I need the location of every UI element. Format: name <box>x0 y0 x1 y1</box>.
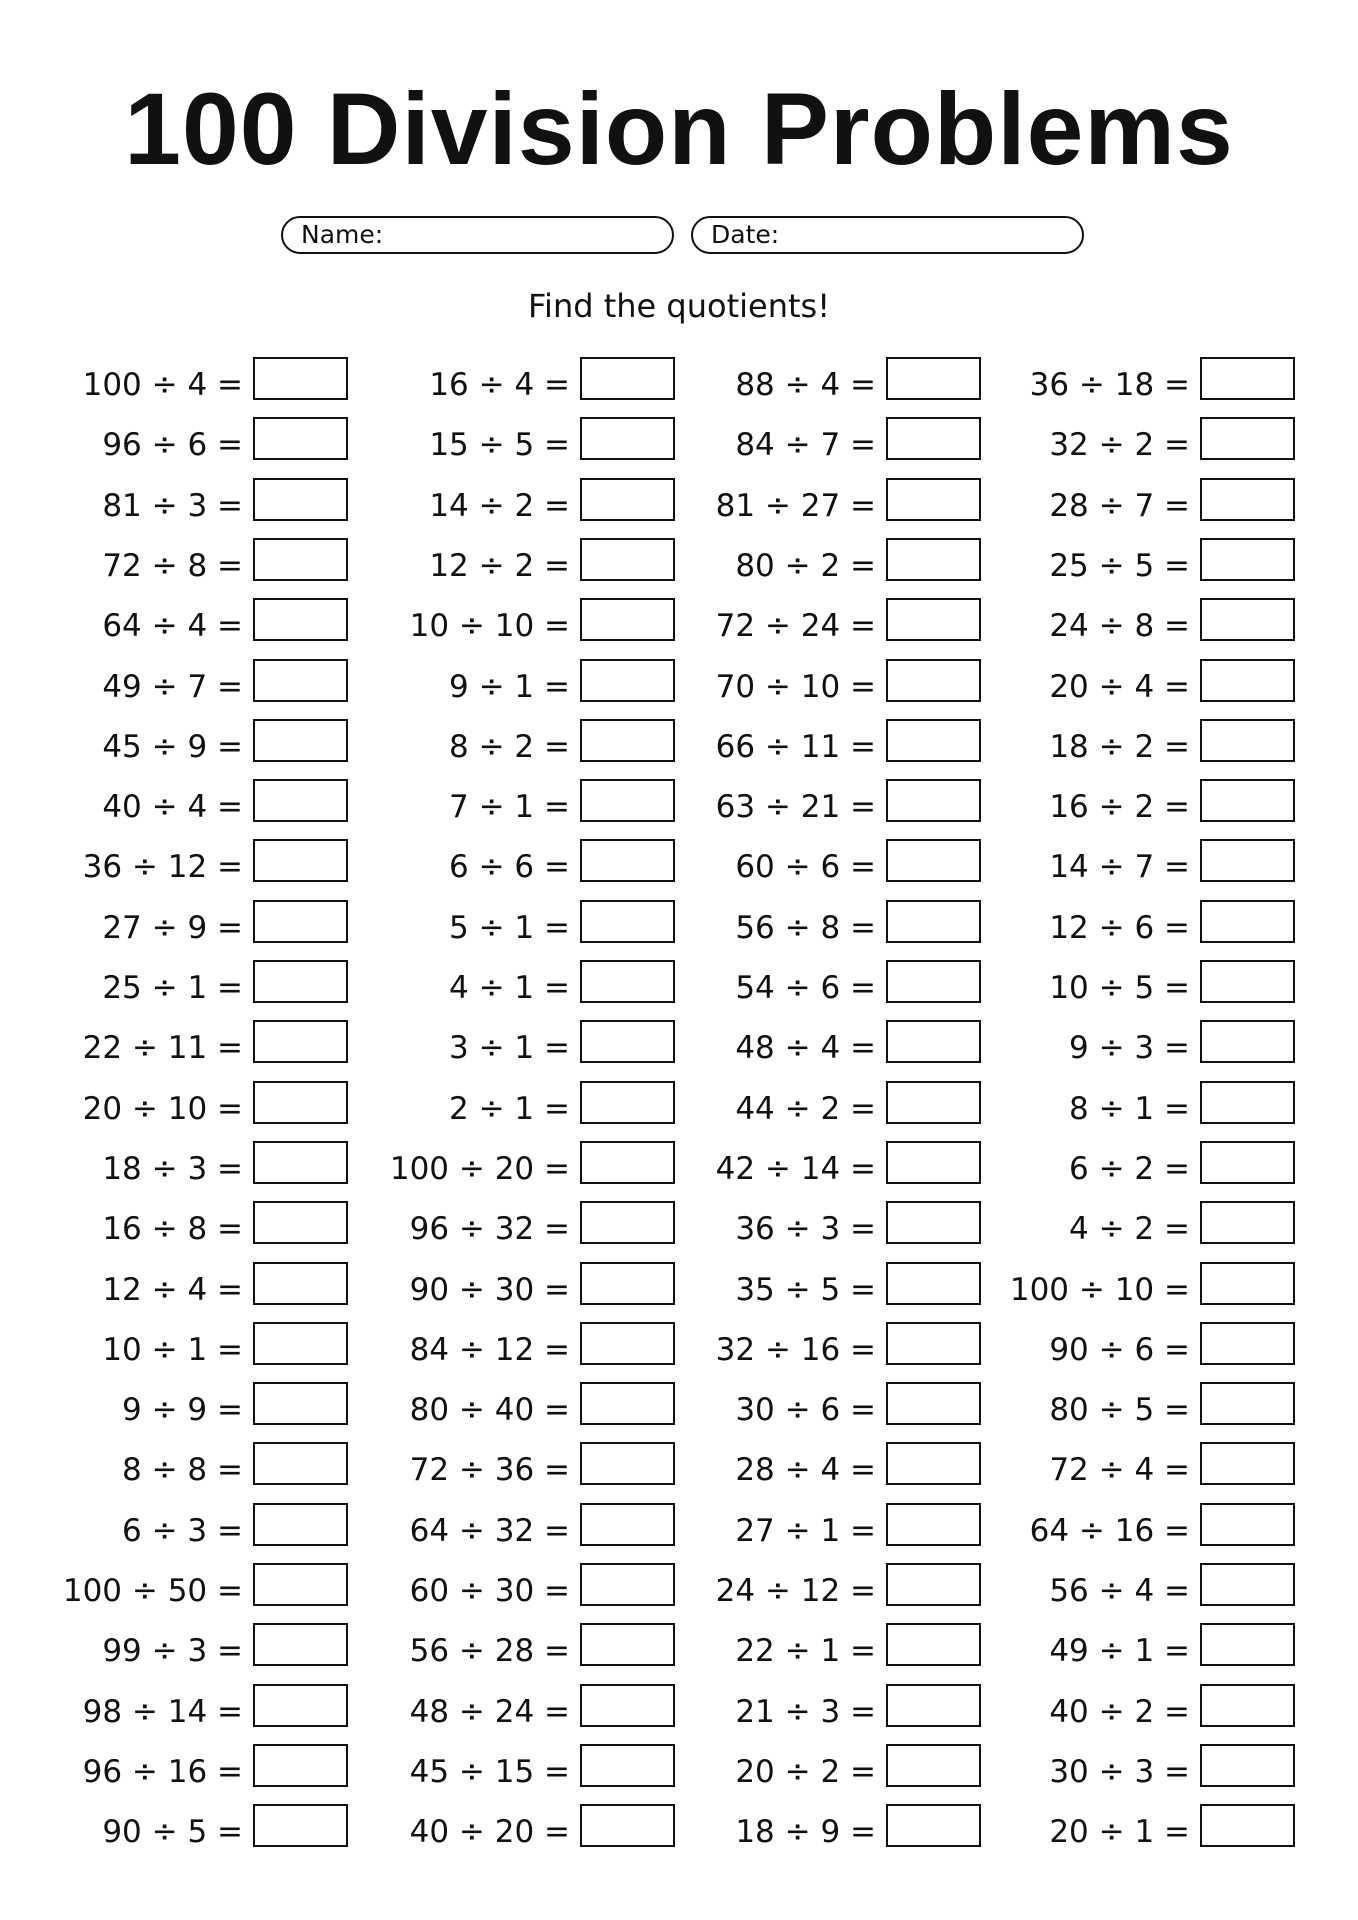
problem-expression: 5 ÷ 1 = <box>449 909 570 946</box>
problem-expression: 40 ÷ 2 = <box>1049 1693 1190 1730</box>
problem-expression: 20 ÷ 10 = <box>82 1090 243 1127</box>
problem-row <box>330 1503 675 1549</box>
problem-expression: 64 ÷ 32 = <box>409 1512 570 1549</box>
problem-row <box>636 659 981 705</box>
answer-box[interactable] <box>1200 1201 1295 1244</box>
problem-row <box>636 538 981 584</box>
problem-expression: 100 ÷ 50 = <box>62 1573 243 1609</box>
name-label: Name: <box>301 220 384 249</box>
problem-expression: 7 ÷ 1 = <box>449 789 570 826</box>
problem-expression: 72 ÷ 8 = <box>102 547 243 584</box>
problem-expression: 80 ÷ 40 = <box>409 1392 570 1429</box>
answer-box[interactable] <box>1200 1744 1295 1787</box>
problem-row <box>950 1684 1295 1730</box>
date-label: Date: <box>711 220 780 249</box>
problem-expression: 49 ÷ 1 = <box>1049 1633 1190 1670</box>
problem-row <box>330 719 675 765</box>
answer-box[interactable] <box>1200 839 1295 882</box>
problem-row <box>3 1081 348 1127</box>
problem-expression: 80 ÷ 5 = <box>1049 1392 1190 1429</box>
problem-expression: 6 ÷ 3 = <box>122 1512 243 1549</box>
page-title: 100 Division Problems <box>124 72 1234 186</box>
problem-row <box>330 839 675 885</box>
problem-row <box>330 1744 675 1790</box>
problem-expression: 30 ÷ 6 = <box>735 1392 876 1429</box>
problem-expression: 12 ÷ 2 = <box>429 547 570 584</box>
problem-row <box>330 357 675 403</box>
answer-box[interactable] <box>1200 960 1295 1003</box>
answer-box[interactable] <box>1200 900 1295 943</box>
problem-expression: 16 ÷ 4 = <box>429 367 570 403</box>
problem-row <box>636 1020 981 1066</box>
problem-row <box>950 538 1295 584</box>
problem-row <box>636 1623 981 1669</box>
problem-expression: 25 ÷ 1 = <box>102 970 243 1006</box>
problem-expression: 18 ÷ 3 = <box>102 1150 243 1187</box>
problem-row <box>3 1322 348 1368</box>
answer-box[interactable] <box>1200 659 1295 702</box>
problem-expression: 56 ÷ 8 = <box>735 909 876 946</box>
problem-row <box>950 478 1295 524</box>
problem-expression: 48 ÷ 4 = <box>735 1030 876 1067</box>
problem-expression: 32 ÷ 16 = <box>715 1331 876 1368</box>
answer-box[interactable] <box>1200 1262 1295 1305</box>
problem-row <box>330 1684 675 1730</box>
problem-row <box>3 478 348 524</box>
problem-row <box>3 417 348 463</box>
problem-row <box>636 719 981 765</box>
problem-expression: 48 ÷ 24 = <box>409 1693 570 1730</box>
problem-row <box>636 357 981 403</box>
answer-box[interactable] <box>1200 1141 1295 1184</box>
problem-row <box>330 960 675 1006</box>
problem-expression: 56 ÷ 28 = <box>409 1633 570 1670</box>
problem-expression: 9 ÷ 9 = <box>122 1392 243 1429</box>
answer-box[interactable] <box>1200 1382 1295 1425</box>
problem-row <box>636 1262 981 1308</box>
problem-expression: 64 ÷ 4 = <box>102 608 243 645</box>
problem-row <box>636 1442 981 1488</box>
problem-expression: 24 ÷ 12 = <box>715 1573 876 1609</box>
problem-expression: 60 ÷ 6 = <box>735 849 876 886</box>
problem-row <box>330 659 675 705</box>
problem-row <box>950 1201 1295 1247</box>
problem-expression: 45 ÷ 9 = <box>102 728 243 765</box>
problem-row <box>330 1623 675 1669</box>
problem-expression: 72 ÷ 4 = <box>1049 1452 1190 1489</box>
problem-row <box>636 478 981 524</box>
problem-row <box>3 1141 348 1187</box>
problem-expression: 28 ÷ 7 = <box>1049 487 1190 524</box>
problem-expression: 60 ÷ 30 = <box>409 1573 570 1609</box>
problem-expression: 81 ÷ 27 = <box>715 487 876 524</box>
problem-row <box>636 1503 981 1549</box>
problem-row <box>330 1081 675 1127</box>
problem-expression: 8 ÷ 1 = <box>1069 1090 1190 1127</box>
problem-row <box>330 1020 675 1066</box>
problem-expression: 8 ÷ 2 = <box>449 728 570 765</box>
problem-expression: 64 ÷ 16 = <box>1029 1512 1190 1549</box>
problem-expression: 81 ÷ 3 = <box>102 487 243 524</box>
problem-expression: 36 ÷ 3 = <box>735 1211 876 1248</box>
problem-row <box>330 900 675 946</box>
problem-row <box>950 1623 1295 1669</box>
problem-expression: 9 ÷ 1 = <box>449 668 570 705</box>
problem-expression: 20 ÷ 1 = <box>1049 1814 1190 1851</box>
problem-row <box>950 839 1295 885</box>
problem-expression: 72 ÷ 36 = <box>409 1452 570 1489</box>
problem-expression: 12 ÷ 4 = <box>102 1271 243 1308</box>
problem-row <box>636 1141 981 1187</box>
answer-box[interactable] <box>1200 1442 1295 1485</box>
problem-row <box>636 900 981 946</box>
problem-expression: 100 ÷ 10 = <box>1009 1271 1190 1308</box>
problem-row <box>3 1201 348 1247</box>
problem-expression: 70 ÷ 10 = <box>715 668 876 705</box>
problem-row <box>3 659 348 705</box>
problem-row <box>3 598 348 644</box>
problem-row <box>3 538 348 584</box>
problem-row <box>330 1382 675 1428</box>
problem-expression: 18 ÷ 2 = <box>1049 728 1190 765</box>
problem-expression: 22 ÷ 11 = <box>82 1030 243 1067</box>
problem-expression: 4 ÷ 1 = <box>449 970 570 1006</box>
problem-expression: 72 ÷ 24 = <box>715 608 876 645</box>
problem-row <box>950 1744 1295 1790</box>
problem-row <box>330 1201 675 1247</box>
problem-row <box>330 1141 675 1187</box>
problem-row <box>636 1744 981 1790</box>
problem-expression: 96 ÷ 32 = <box>409 1211 570 1248</box>
problem-row <box>636 1322 981 1368</box>
problem-expression: 18 ÷ 9 = <box>735 1814 876 1851</box>
problem-row <box>3 1563 348 1609</box>
problem-row <box>330 1804 675 1850</box>
problem-expression: 14 ÷ 2 = <box>429 487 570 524</box>
answer-box[interactable] <box>1200 417 1295 460</box>
problem-expression: 56 ÷ 4 = <box>1049 1573 1190 1609</box>
problem-row <box>950 417 1295 463</box>
problem-row <box>636 1081 981 1127</box>
problem-expression: 25 ÷ 5 = <box>1049 547 1190 584</box>
problem-row <box>636 598 981 644</box>
answer-box[interactable] <box>1200 1804 1295 1847</box>
problem-expression: 32 ÷ 2 = <box>1049 427 1190 464</box>
problem-row <box>636 960 981 1006</box>
problem-expression: 49 ÷ 7 = <box>102 668 243 705</box>
answer-box[interactable] <box>1200 357 1295 400</box>
problem-expression: 30 ÷ 3 = <box>1049 1753 1190 1790</box>
problem-expression: 84 ÷ 7 = <box>735 427 876 464</box>
problem-row <box>3 779 348 825</box>
problem-row <box>636 1804 981 1850</box>
problem-expression: 20 ÷ 4 = <box>1049 668 1190 705</box>
problem-row <box>3 960 348 1006</box>
problem-expression: 35 ÷ 5 = <box>735 1271 876 1308</box>
problem-row <box>3 839 348 885</box>
problem-row <box>950 1804 1295 1850</box>
problem-expression: 27 ÷ 9 = <box>102 909 243 946</box>
problem-expression: 10 ÷ 1 = <box>102 1331 243 1368</box>
problem-expression: 10 ÷ 10 = <box>409 608 570 645</box>
answer-box[interactable] <box>1200 1623 1295 1666</box>
problem-expression: 100 ÷ 4 = <box>82 367 243 403</box>
problem-row <box>636 1563 981 1609</box>
problem-row <box>950 598 1295 644</box>
problem-row <box>950 779 1295 825</box>
problem-row <box>950 1262 1295 1308</box>
answer-box[interactable] <box>1200 478 1295 521</box>
answer-box[interactable] <box>1200 1503 1295 1546</box>
problem-row <box>3 1020 348 1066</box>
problem-expression: 90 ÷ 5 = <box>102 1814 243 1851</box>
problem-expression: 66 ÷ 11 = <box>715 728 876 765</box>
problem-expression: 90 ÷ 6 = <box>1049 1331 1190 1368</box>
problem-row <box>950 1503 1295 1549</box>
problem-row <box>3 1503 348 1549</box>
problem-row <box>950 1141 1295 1187</box>
answer-box[interactable] <box>1200 1081 1295 1124</box>
problem-row <box>3 900 348 946</box>
problem-row <box>330 598 675 644</box>
problem-expression: 14 ÷ 7 = <box>1049 849 1190 886</box>
answer-box[interactable] <box>1200 1684 1295 1727</box>
problem-row <box>3 719 348 765</box>
problem-row <box>330 1563 675 1609</box>
problem-expression: 84 ÷ 12 = <box>409 1331 570 1368</box>
answer-box[interactable] <box>1200 1322 1295 1365</box>
problem-row <box>950 659 1295 705</box>
problem-expression: 45 ÷ 15 = <box>409 1753 570 1790</box>
problem-expression: 15 ÷ 5 = <box>429 427 570 464</box>
problem-row <box>3 1623 348 1669</box>
problem-row <box>330 779 675 825</box>
problem-expression: 100 ÷ 20 = <box>389 1150 570 1187</box>
problem-expression: 20 ÷ 2 = <box>735 1753 876 1790</box>
problem-expression: 96 ÷ 6 = <box>102 427 243 464</box>
problem-row <box>330 1442 675 1488</box>
problem-row <box>636 1684 981 1730</box>
problem-expression: 36 ÷ 12 = <box>82 849 243 886</box>
problem-row <box>3 1442 348 1488</box>
problem-expression: 3 ÷ 1 = <box>449 1030 570 1067</box>
problem-row <box>950 1322 1295 1368</box>
name-field[interactable] <box>281 216 674 254</box>
problem-row <box>636 1201 981 1247</box>
problem-expression: 8 ÷ 8 = <box>122 1452 243 1489</box>
problem-expression: 12 ÷ 6 = <box>1049 909 1190 946</box>
problem-row <box>950 1020 1295 1066</box>
problem-expression: 36 ÷ 18 = <box>1029 367 1190 403</box>
problem-row <box>330 538 675 584</box>
problem-row <box>636 417 981 463</box>
problem-row <box>3 1744 348 1790</box>
problem-expression: 22 ÷ 1 = <box>735 1633 876 1670</box>
problem-expression: 96 ÷ 16 = <box>82 1753 243 1790</box>
problem-expression: 6 ÷ 6 = <box>449 849 570 886</box>
problem-row <box>330 1322 675 1368</box>
problem-expression: 44 ÷ 2 = <box>735 1090 876 1127</box>
problem-expression: 4 ÷ 2 = <box>1069 1211 1190 1248</box>
problem-row <box>950 1382 1295 1428</box>
instructions: Find the quotients! <box>527 287 831 325</box>
problem-expression: 10 ÷ 5 = <box>1049 970 1190 1006</box>
problem-expression: 28 ÷ 4 = <box>735 1452 876 1489</box>
problem-row <box>636 1382 981 1428</box>
problem-expression: 40 ÷ 20 = <box>409 1814 570 1851</box>
problem-row <box>950 960 1295 1006</box>
problem-expression: 27 ÷ 1 = <box>735 1512 876 1549</box>
problem-row <box>950 357 1295 403</box>
problem-expression: 9 ÷ 3 = <box>1069 1030 1190 1067</box>
answer-box[interactable] <box>1200 779 1295 822</box>
problem-row <box>330 417 675 463</box>
problem-expression: 24 ÷ 8 = <box>1049 608 1190 645</box>
problem-expression: 6 ÷ 2 = <box>1069 1150 1190 1187</box>
problem-expression: 16 ÷ 8 = <box>102 1211 243 1248</box>
problem-row <box>950 719 1295 765</box>
problem-row <box>3 357 348 403</box>
problem-expression: 99 ÷ 3 = <box>102 1633 243 1670</box>
problem-row <box>636 779 981 825</box>
problem-expression: 80 ÷ 2 = <box>735 547 876 584</box>
problem-row <box>950 900 1295 946</box>
answer-box[interactable] <box>1200 719 1295 762</box>
problem-row <box>3 1684 348 1730</box>
problem-row <box>950 1563 1295 1609</box>
problem-expression: 54 ÷ 6 = <box>735 970 876 1006</box>
problem-row <box>636 839 981 885</box>
problem-expression: 88 ÷ 4 = <box>735 367 876 403</box>
problem-row <box>3 1262 348 1308</box>
problem-row <box>950 1442 1295 1488</box>
answer-box[interactable] <box>1200 538 1295 581</box>
problem-expression: 16 ÷ 2 = <box>1049 789 1190 826</box>
answer-box[interactable] <box>1200 1020 1295 1063</box>
problem-row <box>330 1262 675 1308</box>
problem-expression: 90 ÷ 30 = <box>409 1271 570 1308</box>
answer-box[interactable] <box>1200 1563 1295 1606</box>
problem-row <box>330 478 675 524</box>
problem-row <box>950 1081 1295 1127</box>
problem-expression: 21 ÷ 3 = <box>735 1693 876 1730</box>
problem-row <box>3 1382 348 1428</box>
problem-expression: 40 ÷ 4 = <box>102 789 243 826</box>
problem-expression: 42 ÷ 14 = <box>715 1150 876 1187</box>
date-field[interactable] <box>691 216 1084 254</box>
answer-box[interactable] <box>1200 598 1295 641</box>
problem-expression: 98 ÷ 14 = <box>82 1693 243 1730</box>
problem-row <box>3 1804 348 1850</box>
problem-expression: 63 ÷ 21 = <box>715 789 876 826</box>
problem-expression: 2 ÷ 1 = <box>449 1090 570 1127</box>
